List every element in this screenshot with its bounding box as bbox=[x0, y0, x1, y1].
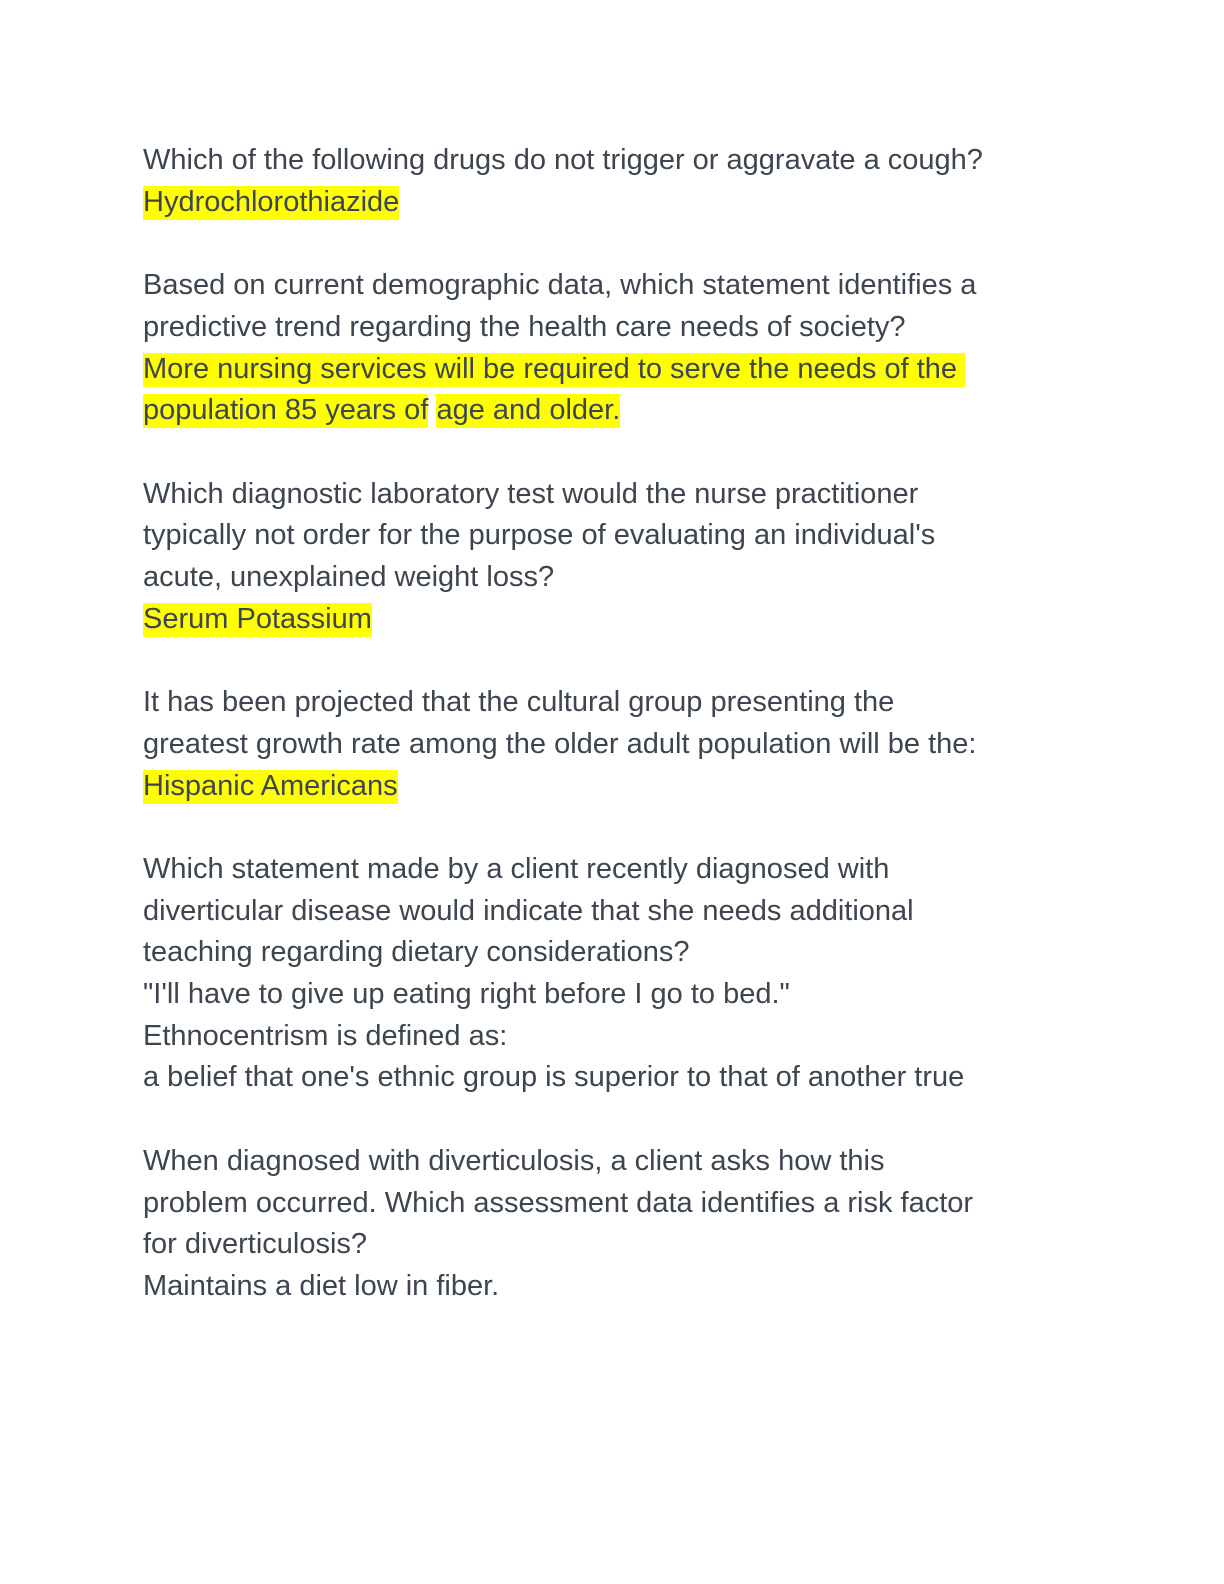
question-line: Which diagnostic laboratory test would the nurse practitioner bbox=[143, 477, 919, 510]
question-line: Which of the following drugs do not trigger or aggravate a cough? bbox=[143, 144, 983, 176]
question-line: Ethnocentrism is defined as: bbox=[143, 1019, 508, 1052]
question-line: for diverticulosis? bbox=[143, 1228, 368, 1261]
question-line: greatest growth rate among the older adult population will be the: bbox=[143, 727, 977, 760]
question-line: predictive trend regarding the health care needs of society? bbox=[143, 310, 906, 343]
question-line: When diagnosed with diverticulosis, a client asks how this bbox=[143, 1144, 885, 1177]
highlighted-answer: More nursing services will be required to serve the needs of the bbox=[143, 352, 966, 385]
qa-block bbox=[143, 140, 1083, 223]
question-line: diverticular disease would indicate that she needs additional bbox=[143, 894, 914, 927]
highlighted-answer: age and older. bbox=[436, 394, 621, 427]
highlighted-answer: population 85 years of bbox=[143, 394, 429, 427]
spacer bbox=[143, 807, 1083, 849]
document-page bbox=[143, 140, 1083, 1308]
qa-block bbox=[143, 265, 1083, 432]
spacer bbox=[143, 432, 1083, 474]
question-line: typically not order for the purpose of evaluating an individual's bbox=[143, 519, 936, 552]
spacer bbox=[143, 1099, 1083, 1141]
answer-line: "I'll have to give up eating right before I go to bed." bbox=[143, 978, 790, 1010]
question-line: teaching regarding dietary considerations? bbox=[143, 936, 690, 969]
question-line: acute, unexplained weight loss? bbox=[143, 561, 555, 593]
qa-block bbox=[143, 1016, 1083, 1099]
question-line: Based on current demographic data, which statement identifies a bbox=[143, 269, 977, 302]
highlighted-answer: Serum Potassium bbox=[143, 602, 372, 635]
question-line: problem occurred. Which assessment data identifies a risk factor bbox=[143, 1186, 974, 1219]
answer-line: Maintains a diet low in fiber. bbox=[143, 1269, 500, 1302]
highlighted-answer: Hydrochlorothiazide bbox=[143, 185, 400, 218]
qa-block bbox=[143, 682, 1083, 807]
spacer bbox=[143, 223, 1083, 265]
answer-line: a belief that one's ethnic group is superior to that of another true bbox=[143, 1061, 965, 1094]
spacer bbox=[143, 640, 1083, 682]
qa-block bbox=[143, 474, 1083, 641]
question-line: It has been projected that the cultural group presenting the bbox=[143, 686, 895, 719]
question-line: Which statement made by a client recently diagnosed with bbox=[143, 852, 890, 885]
qa-block bbox=[143, 849, 1083, 1016]
highlighted-answer: Hispanic Americans bbox=[143, 769, 398, 802]
qa-block bbox=[143, 1141, 1083, 1308]
